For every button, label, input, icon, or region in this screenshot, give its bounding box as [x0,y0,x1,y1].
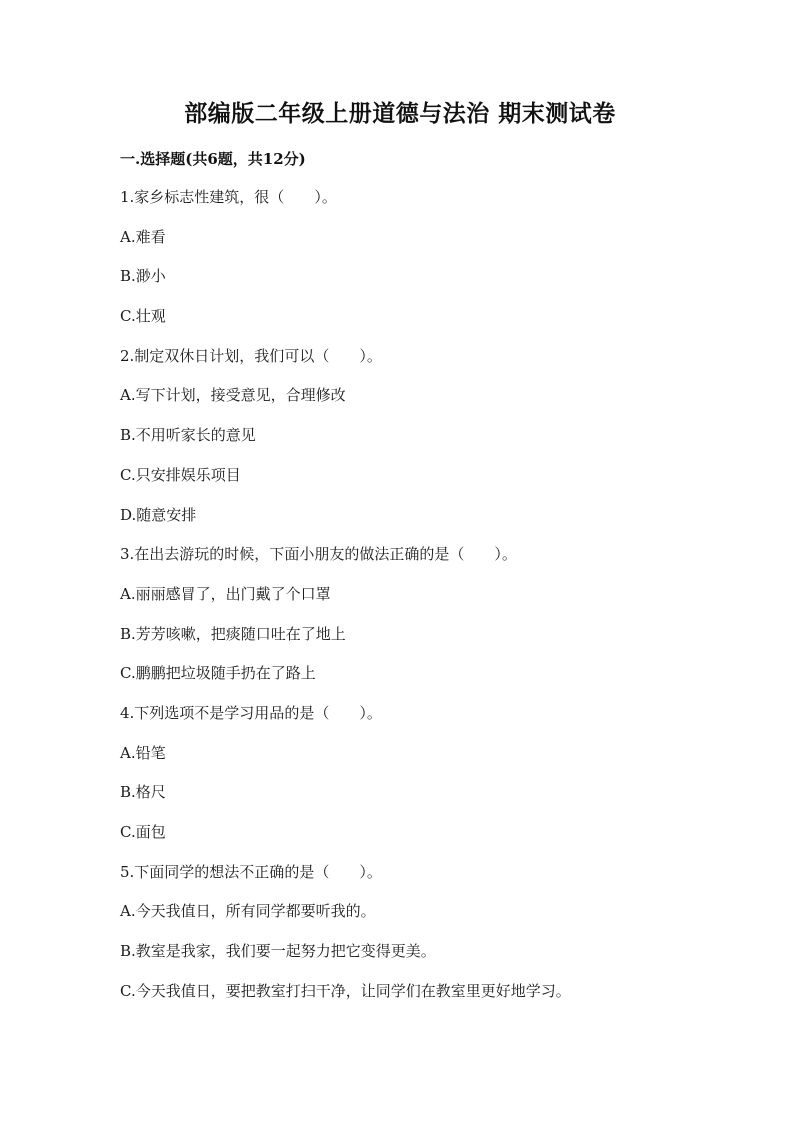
answer-option: A.写下计划，接受意见，合理修改 [120,386,346,405]
answer-option: C.今天我值日，要把教室打扫干净，让同学们在教室里更好地学习。 [120,981,571,1000]
question-stem: 4.下列选项不是学习用品的是（ ）。 [120,703,382,722]
question-stem: 1.家乡标志性建筑，很（ ）。 [120,188,337,206]
answer-option: A.丽丽感冒了，出门戴了个口罩 [120,584,331,603]
answer-option: D.随意安排 [120,505,197,524]
answer-option: B.芳芳咳嗽，把痰随口吐在了地上 [120,624,346,643]
answer-option: C.面包 [120,823,166,841]
answer-option: C.只安排娱乐项目 [120,465,241,484]
question-stem: 5.下面同学的想法不正确的是（ ）。 [120,862,382,881]
answer-option: C.壮观 [120,307,166,326]
page-title: 部编版二年级上册道德与法治 期末测试卷 [184,100,616,127]
question-stem: 2.制定双休日计划，我们可以（ ）。 [120,346,382,365]
answer-option: C.鹏鹏把垃圾随手扔在了路上 [120,664,316,683]
answer-option: B.渺小 [120,267,166,286]
question-list [120,186,740,1019]
answer-option: B.格尺 [120,783,166,802]
answer-option: B.不用听家长的意见 [120,426,256,445]
answer-option: A.今天我值日，所有同学都要听我的。 [120,902,376,921]
answer-option: B.教室是我家，我们要一起努力把它变得更美。 [120,942,436,961]
answer-option: A.难看 [120,227,166,246]
question-stem: 3.在出去游玩的时候，下面小朋友的做法正确的是（ ）。 [120,545,517,564]
answer-option: A.铅笔 [120,743,166,762]
section-heading: 一.选择题(共6题，共12分) [120,150,306,168]
